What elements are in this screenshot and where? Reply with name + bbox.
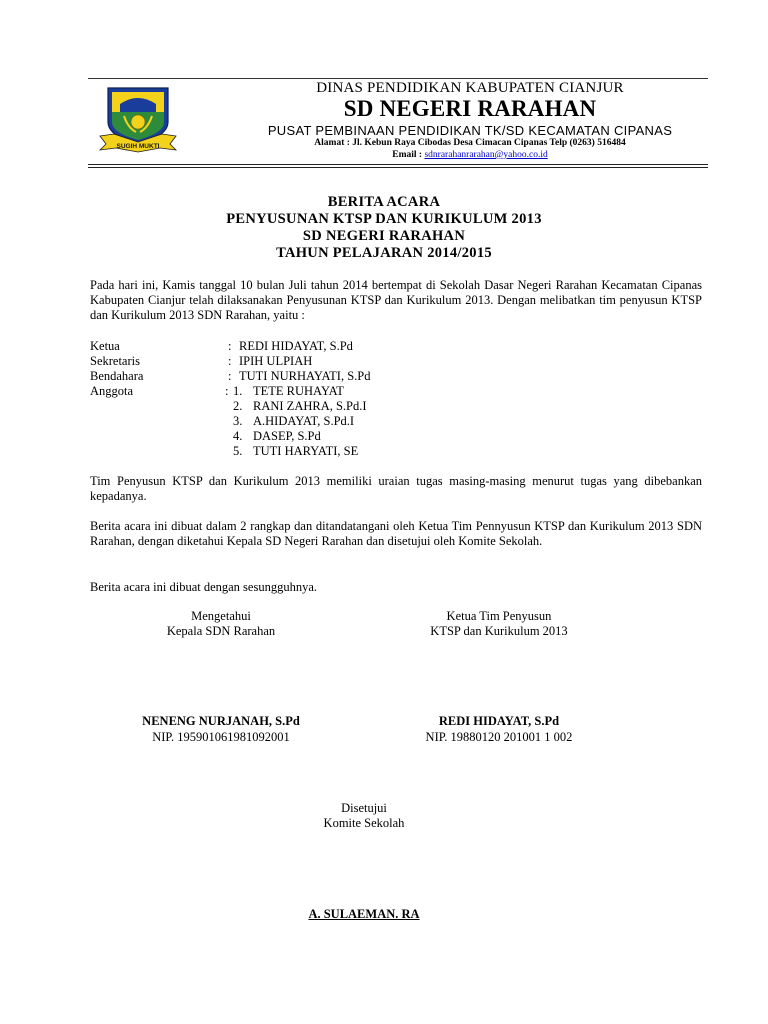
left-sig-caption-1: Mengetahui (191, 609, 251, 623)
school-email-line (200, 150, 740, 160)
bendahara-colon: : (228, 369, 232, 383)
center-name: PUSAT PEMBINAAN PENDIDIKAN TK/SD KECAMATAN CIPANAS (267, 123, 673, 138)
principal-nip: NIP. 195901061981092001 (152, 730, 290, 744)
committee-name-text: A. SULAEMAN. RA (308, 907, 420, 921)
duties-paragraph: Tim Penyusun KTSP dan Kurikulum 2013 memiliki uraian tugas masing-masing menurut tugas yang dibebankan kepadanya. (90, 474, 702, 503)
anggota-label: Anggota (90, 384, 134, 398)
ketua-label: Ketua (90, 339, 120, 353)
anggota-name: RANI ZAHRA, S.Pd.I (253, 399, 367, 413)
committee-caption-1: Disetujui (341, 801, 387, 815)
anggota-num: 2. (233, 399, 243, 413)
department-name: DINAS PENDIDIKAN KABUPATEN CIANJUR (316, 80, 624, 96)
ketua-colon: : (228, 339, 232, 353)
cianjur-crest-icon (94, 82, 182, 154)
intro-paragraph: Pada hari ini, Kamis tanggal 10 bulan Juli tahun 2014 bertempat di Sekolah Dasar Negeri Rarahan Kecamatan Cipanas Kabupaten Cianjur telah dilaksanakan Penyusunan KTSP dan Kurikulum 2013. Dengan melibatkan tim penyusun KTSP dan Kurikulum 2013 SDN Rarahan, yaitu : (90, 278, 702, 322)
left-sig-caption-2: Kepala SDN Rarahan (166, 624, 276, 638)
doc-title-4: TAHUN PELAJARAN 2014/2015 (276, 245, 492, 261)
school-name: SD NEGERI RARAHAN (343, 96, 597, 121)
anggota-name: TUTI HARYATI, SE (253, 444, 359, 458)
anggota-colon: : (225, 384, 229, 398)
header-top-rule (88, 78, 708, 79)
closing-paragraph: Berita acara ini dibuat dengan sesungguhnya. (90, 580, 318, 594)
email-link[interactable]: sdnrarahanrarahan@yahoo.co.id (424, 150, 548, 160)
anggota-num: 5. (233, 444, 243, 458)
sekretaris-label: Sekretaris (90, 354, 140, 368)
chair-name: REDI HIDAYAT, S.Pd (438, 714, 560, 728)
anggota-name: DASEP, S.Pd (253, 429, 321, 443)
anggota-num: 3. (233, 414, 243, 428)
doc-title-1: BERITA ACARA (327, 194, 441, 210)
sekretaris-colon: : (228, 354, 232, 368)
signing-paragraph: Berita acara ini dibuat dalam 2 rangkap dan ditandatangani oleh Ketua Tim Pennyusun KTSP dan Kurikulum 2013 SDN Rarahan, dengan diketahui Kepala SD Negeri Rarahan dan disetujui oleh Komite Sekolah. (90, 519, 702, 548)
principal-name: NENENG NURJANAH, S.Pd (142, 714, 300, 728)
right-sig-caption-1: Ketua Tim Penyusun (446, 609, 552, 623)
svg-text:SUGIH MUKTI: SUGIH MUKTI (116, 143, 160, 150)
right-sig-caption-2: KTSP dan Kurikulum 2013 (430, 624, 568, 638)
header-bottom-rule (88, 164, 708, 165)
school-address: Alamat : Jl. Kebun Raya Cibodas Desa Cimacan Cipanas Telp (0263) 516484 (314, 138, 626, 148)
doc-title-2: PENYUSUNAN KTSP DAN KURIKULUM 2013 (226, 211, 542, 227)
anggota-name: TETE RUHAYAT (253, 384, 344, 398)
bendahara-name: TUTI NURHAYATI, S.Pd (239, 369, 371, 383)
sekretaris-name: IPIH ULPIAH (239, 354, 313, 368)
bendahara-label: Bendahara (90, 369, 144, 383)
committee-name (214, 907, 514, 922)
anggota-num: 1. (233, 384, 243, 398)
committee-caption-2: Komite Sekolah (323, 816, 405, 830)
doc-title-3: SD NEGERI RARAHAN (302, 228, 466, 244)
anggota-name: A.HIDAYAT, S.Pd.I (253, 414, 355, 428)
chair-nip: NIP. 19880120 201001 1 002 (425, 730, 573, 744)
email-label: Email : (392, 150, 423, 160)
header-bottom-rule-thin (88, 167, 708, 168)
ketua-name: REDI HIDAYAT, S.Pd (239, 339, 353, 353)
anggota-num: 4. (233, 429, 243, 443)
